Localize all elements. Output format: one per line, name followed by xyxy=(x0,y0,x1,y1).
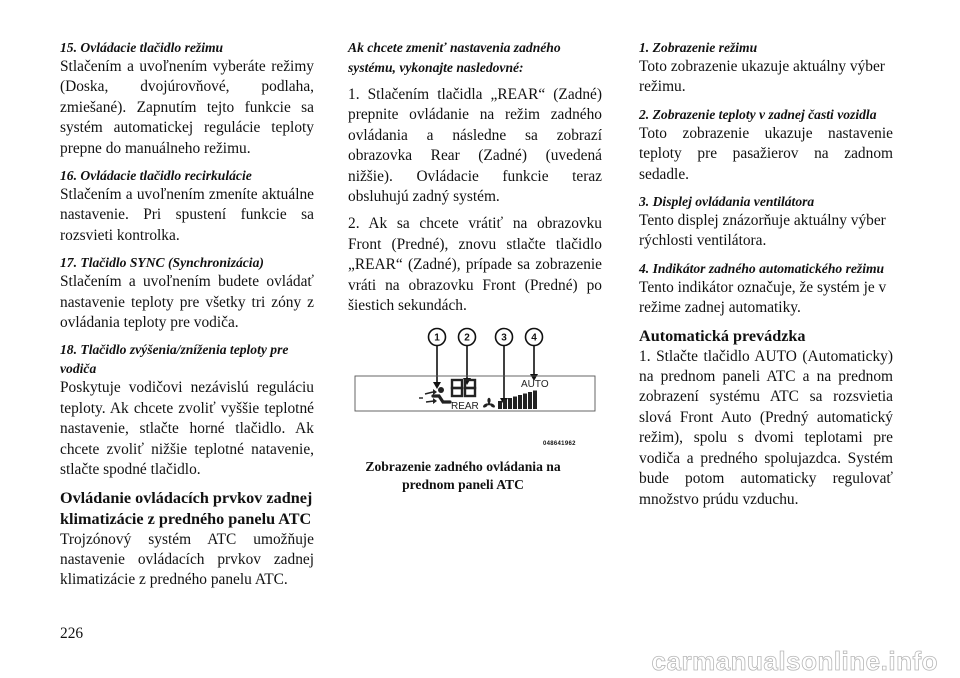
rear-step-1: 1. Stlačením tlačidla „REAR“ (Zadné) prepnite ovládanie na režim zadného ovládania a následne sa zobrazí obrazovka Rear (Zadné) (uvedená nižšie). Ovládacie funkcie teraz obsluhujú zadný systém. xyxy=(348,86,602,206)
item-15-text: Stlačením a uvoľnením vyberáte režimy (Doska, dvojúrovňové, podlaha, zmiešané). Zapnutím tejto funkcie sa systém automatickej regulácie teploty prepne do manuálneho režimu. xyxy=(60,58,314,157)
mode-icon xyxy=(419,387,450,404)
item-15-heading: 15. Ovládacie tlačidlo režimu xyxy=(60,40,224,55)
rear-control-display-figure xyxy=(353,318,603,494)
display-4-heading: 4. Indikátor zadného automatického režimu xyxy=(639,260,885,276)
item-18-heading: 18. Tlačidlo zvýšenia/zníženia teploty pre vodiča xyxy=(60,342,289,377)
display-4-text: Tento indikátor označuje, že systém je v režime zadnej automatiky. xyxy=(639,278,887,317)
page-number: 226 xyxy=(60,625,84,642)
watermark: carmanualsonline.info xyxy=(651,646,938,676)
display-2-text: Toto zobrazenie ukazuje nastavenie teploty pre pasažierov na zadnom sedadle. xyxy=(639,124,893,183)
rear-controls-section-heading: Ovládanie ovládacích prvkov zadnej klimatizácie z predného panelu ATC xyxy=(60,488,313,528)
automatic-operation-text: 1. Stlačte tlačidlo AUTO (Automaticky) na prednom paneli ATC a na prednom zobrazení systému ATC sa rozsvietia slová Front Auto (Predný automatický režim), spolu s dvomi teplotami pre vodiča a predného spolujazdca. Systém bude potom automaticky regulovať množstvo prúdu vzduchu. xyxy=(639,347,893,508)
rear-temperature-digits xyxy=(452,380,475,396)
display-3-heading: 3. Displej ovládania ventilátora xyxy=(639,194,815,210)
rear-settings-intro: Ak chcete zmeniť nastavenia zadného systému, vykonajte nasledovné: xyxy=(348,40,561,75)
rear-step-2: 2. Ak sa chcete vrátiť na obrazovku Front (Predné), znovu stlačte tlačidlo „REAR“ (Zadné), prípade sa zobrazenie vráti na obrazovku Front (Predné) po šiestich sekundách. xyxy=(348,215,602,315)
callout-2-label: 2 xyxy=(464,332,470,344)
callout-4-label: 4 xyxy=(531,332,537,344)
rear-label: REAR xyxy=(451,401,479,412)
display-1-text: Toto zobrazenie ukazuje aktuálny výber režimu. xyxy=(639,58,885,96)
left-column xyxy=(60,38,314,598)
callout-1-label: 1 xyxy=(434,332,440,344)
figure-caption: Zobrazenie zadného ovládania na prednom paneli ATC xyxy=(365,459,561,492)
right-column xyxy=(639,38,893,517)
figure-code: 048641962 xyxy=(543,441,576,447)
display-3-text: Tento displej znázorňuje aktuálny výber rýchlosti ventilátora. xyxy=(639,212,886,250)
automatic-operation-heading: Automatická prevádzka xyxy=(639,326,806,345)
display-2-heading: 2. Zobrazenie teploty v zadnej časti vozidla xyxy=(639,106,877,122)
rear-auto-indicator: AUTO xyxy=(521,379,549,390)
item-18-text: Poskytuje vodičovi nezávislú reguláciu teploty. Ak chcete zvoliť vyššie teplotné nastavenie, stlačte horné tlačidlo. Ak chcete zvoliť nižšie teplotné natavenie, stlačte spodné tlačidlo. xyxy=(60,379,314,479)
item-16-text: Stlačením a uvoľnením zmeníte aktuálne nastavenie. Pri spustení funkcie sa rozsvieti kontrolka. xyxy=(60,186,314,244)
fan-icon xyxy=(482,398,495,409)
display-1-heading: 1. Zobrazenie režimu xyxy=(639,40,758,55)
middle-column xyxy=(348,38,602,323)
item-17-text: Stlačením a uvoľnením budete ovládať nastavenie teploty pre všetky tri zóny z ovládania teploty pre vodiča. xyxy=(60,273,314,332)
item-16-heading: 16. Ovládacie tlačidlo recirkulácie xyxy=(60,168,252,184)
rear-controls-section-text: Trojzónový systém ATC umožňuje nastavenie ovládacích prvkov zadnej klimatizácie z predného panelu ATC. xyxy=(60,530,314,589)
callout-3-label: 3 xyxy=(501,332,507,344)
item-17-heading: 17. Tlačidlo SYNC (Synchronizácia) xyxy=(60,255,264,271)
